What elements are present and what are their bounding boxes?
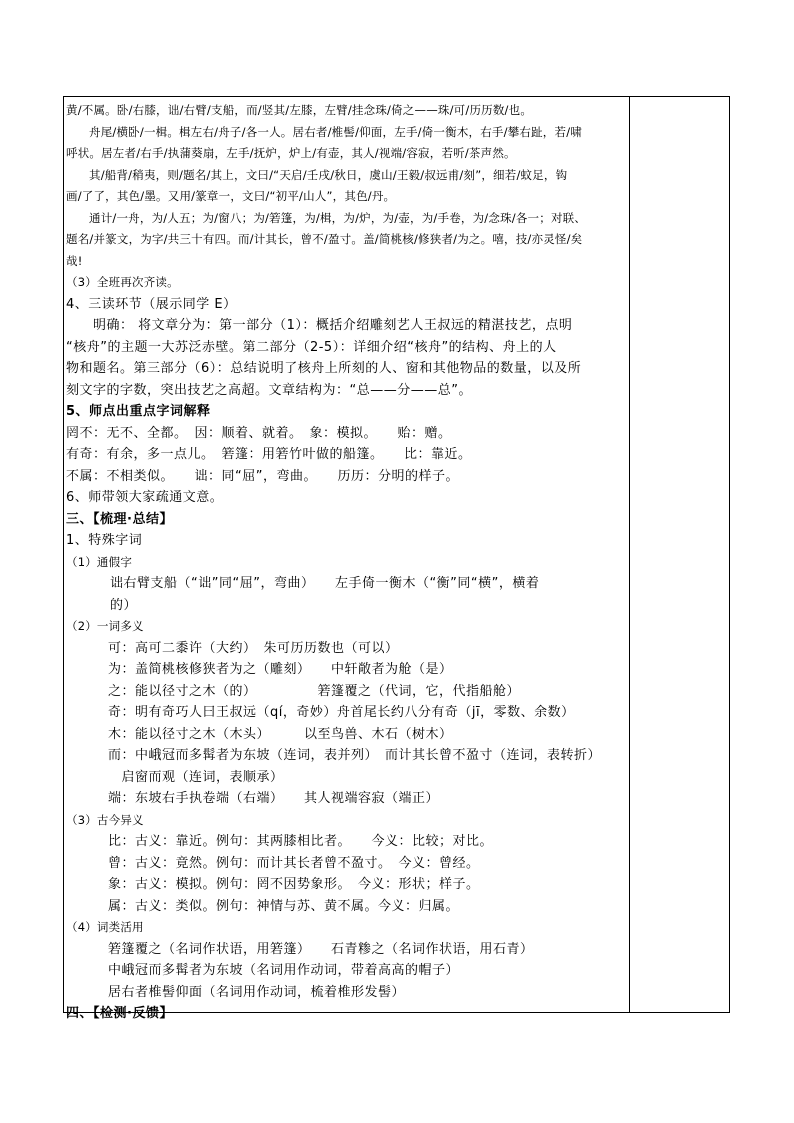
- text-line: 箬篷覆之（名词作状语，用箬篷） 石青糁之（名词作状语，用石青）: [108, 941, 534, 957]
- text-line: 而：中峨冠而多髯者为东坡（连词，表并列） 而计其长曾不盈寸（连词，表转折）: [108, 748, 602, 763]
- text-line: （3）全班再次齐读。: [66, 275, 179, 289]
- text-line: 为：盖简桃核修狭者为之（雕刻） 中轩敞者为舱（是）: [108, 662, 453, 677]
- text-line: （1）通假字: [66, 554, 133, 569]
- text-line: 呼状。居左者/右手/执蒲葵扇，左手/抚炉，炉上/有壶，其人/视端/容寂，若听/茶声然。: [66, 146, 516, 160]
- text-line: 1、特殊字词: [66, 533, 143, 548]
- text-line: 象：古义：模拟。例句：罔不因势象形。 今义：形状；样子。: [108, 877, 480, 892]
- text-line: 刻文字的字数，突出技艺之高超。文章结构为：“总——分——总”。: [66, 382, 472, 398]
- text-line: 明确： 将文章分为：第一部分（1）：概括介绍雕刻艺人王叔远的精湛技艺，点明: [93, 318, 573, 333]
- text-line: 通计/一舟，为/人五；为/窗八；为/箬篷，为/楫，为/炉，为/壶，为/手卷，为/念珠/各一；对联、: [89, 210, 587, 225]
- text-line: （4）词类活用: [66, 920, 144, 934]
- text-line: 居右者椎髻仰面（名词用作动词，梳着椎形发髻）: [108, 984, 406, 1000]
- text-line: 木：能以径寸之木（木头） 以至鸟兽、木石（树木）: [108, 726, 453, 742]
- text-line: “核舟”的主题一大苏泛赤壁。第二部分（2-5）：详细介绍“核舟”的结构、舟上的人: [66, 339, 557, 355]
- text-line: 奇：明有奇巧人曰王叔远（qí，奇妙）舟首尾长约八分有奇（jī，零数、余数）: [108, 705, 575, 720]
- main-content-cell: [66, 100, 627, 1025]
- text-line: 舟尾/横卧/一楫。楫左右/舟子/各一人。居右者/椎髻/仰面，左手/倚一衡木，右手/攀右趾，若/啸: [89, 124, 582, 139]
- text-line: 的）: [110, 597, 138, 613]
- text-line: 黄/不属。卧/右膝，诎/右臂/支船，而/竖其/左膝，左臂/挂念珠/倚之——珠/可/历历数/也。: [66, 103, 533, 117]
- text-line: 四、【检测·反馈】: [66, 1006, 173, 1021]
- text-line: 哉!: [66, 253, 83, 268]
- lesson-table: [63, 96, 730, 1021]
- text-line: 曾：古义：竟然。例句：而计其长者曾不盈寸。 今义：曾经。: [108, 855, 480, 871]
- text-line: 诎右臂支船（“诎”同“屈”，弯曲） 左手倚一衡木（“衡”同“横”，横着: [110, 576, 540, 591]
- text-line: 4、三读环节（展示同学 E）: [66, 296, 237, 312]
- text-line: （2）一词多义: [66, 619, 144, 633]
- text-line: 罔不：无不、全都。 因：顺着、就着。 象：模拟。 贻：赠。: [66, 425, 452, 441]
- text-line: 题名/并篆文，为字/共三十有四。而/计其长，曾不/盈寸。盖/简桃核/修狭者/为之。嘻，技/亦灵怪/矣: [66, 232, 583, 246]
- text-line: 有奇：有余，多一点儿。 箬篷：用箬竹叶做的船篷。 比：靠近。: [66, 447, 472, 462]
- text-line: 不属：不相类似。 诎：同“屈”，弯曲。 历历：分明的样子。: [66, 468, 459, 484]
- text-line: （3）古今异义: [66, 812, 144, 827]
- notes-column-cell: [630, 97, 729, 1012]
- text-line: 中峨冠而多髯者为东坡（名词用作动词，带着高高的帽子）: [108, 963, 460, 978]
- text-line: 之：能以径寸之木（的） 箬篷覆之（代词，它，代指船舱）: [108, 683, 521, 699]
- text-line: 属：古义：类似。例句：神情与苏、黄不属。今义：归属。: [108, 898, 460, 914]
- text-line: 画/了了，其色/墨。又用/篆章一，文曰/“初平/山人”，其色/丹。: [66, 189, 396, 203]
- text-line: 其/船背/稍夷，则/题名/其上，文曰/“天启/壬戌/秋日，虞山/王毅/叔远甫/刻”，细若/蚊足，钩: [89, 167, 568, 182]
- text-line: 启窗而观（连词，表顺承）: [108, 769, 284, 785]
- text-line: 可：高可二黍许（大约） 朱可历历数也（可以）: [108, 640, 399, 656]
- text-line: 端：东坡右手执卷端（右端） 其人视端容寂（端正）: [108, 791, 440, 806]
- text-line: 比：古义：靠近。例句：其两膝相比者。 今义：比较；对比。: [108, 834, 494, 849]
- text-line: 6、师带领大家疏通文意。: [66, 490, 224, 505]
- text-line: 5、师点出重点字词解释: [66, 404, 211, 419]
- text-line: 三、【梳理·总结】: [66, 511, 173, 527]
- text-line: 物和题名。第三部分（6）：总结说明了核舟上所刻的人、窗和其他物品的数量，以及所: [66, 361, 582, 376]
